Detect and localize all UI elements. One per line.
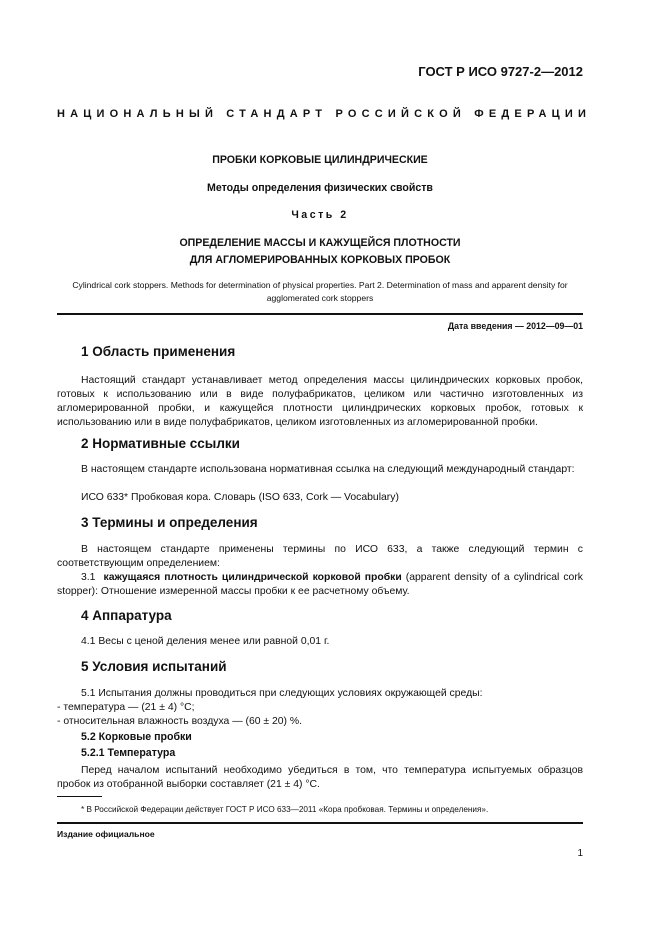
- title-part-line-1: ОПРЕДЕЛЕНИЕ МАССЫ И КАЖУЩЕЙСЯ ПЛОТНОСТИ: [179, 237, 461, 249]
- condition-humidity: - относительная влажность воздуха — (60 ± 20) %.: [57, 716, 303, 727]
- footnote: * В Российской Федерации действует ГОСТ Р ИСО 633—2011 «Кора пробковая. Термины и определения».: [81, 805, 489, 814]
- section-1-text: Настоящий стандарт устанавливает метод определения массы цилиндрических корковых пробок, готовых к использованию или в виде полуфабрикатов, целиком или частично изготовленных из агломерированной пробки, и кажущейся плотности цилиндрических корковых пробок, готовых к использованию или в виде полуфабрикатов, целиком изготовленных из агломерированной пробки.: [57, 375, 583, 428]
- introduction-date: Дата введения — 2012—09—01: [447, 321, 583, 331]
- page-number: 1: [577, 848, 583, 859]
- bottom-divider: [57, 822, 583, 824]
- section-4-text: 4.1 Весы с ценой деления менее или равной 0,01 г.: [81, 636, 330, 647]
- section-5-heading: 5 Условия испытаний: [81, 659, 227, 674]
- title-subtitle: Методы определения физических свойств: [207, 182, 433, 194]
- condition-temperature: - температура — (21 ± 4) °С;: [57, 702, 195, 713]
- term-number: 3.1: [81, 572, 96, 583]
- term-definition: [57, 571, 583, 599]
- national-standard-line: НАЦИОНАЛЬНЫЙ СТАНДАРТ РОССИЙСКОЙ ФЕДЕРАЦИИ: [57, 108, 592, 120]
- title-main: ПРОБКИ КОРКОВЫЕ ЦИЛИНДРИЧЕСКИЕ: [212, 154, 428, 166]
- term-name: кажущаяся плотность цилиндрической корковой пробки: [103, 572, 402, 583]
- term-rest: (apparent density of a cylindrical cork stopper): Отношение измеренной массы пробки к ее расчетному объему.: [57, 572, 583, 597]
- section-2-heading: 2 Нормативные ссылки: [81, 436, 240, 451]
- section-3-heading: 3 Термины и определения: [81, 515, 258, 530]
- section-4-heading: 4 Аппаратура: [81, 608, 172, 623]
- edition-label: Издание официальное: [57, 829, 155, 839]
- section-1-heading: 1 Область применения: [81, 344, 236, 359]
- title-divider: [57, 313, 583, 315]
- section-2-text: В настоящем стандарте использована нормативная ссылка на следующий международный стандарт:: [81, 464, 575, 475]
- title-part: Часть 2: [291, 209, 349, 221]
- section-3-text: В настоящем стандарте применены термины по ИСО 633, а также следующий термин с соответствующим определением:: [57, 544, 583, 569]
- title-part-line-2: ДЛЯ АГЛОМЕРИРОВАННЫХ КОРКОВЫХ ПРОБОК: [189, 254, 451, 266]
- section-5-text: 5.1 Испытания должны проводиться при следующих условиях окружающей среды:: [81, 688, 483, 699]
- subsection-5-2-1: 5.2.1 Температура: [81, 747, 176, 759]
- document-code: ГОСТ Р ИСО 9727-2—2012: [418, 64, 583, 79]
- subsection-5-2-1-text: Перед началом испытаний необходимо убедиться в том, что температура испытуемых образцов пробок из отобранной выборки составляет (21 ± 4) °С.: [57, 765, 583, 790]
- footnote-divider: [57, 796, 102, 797]
- subsection-5-2: 5.2 Корковые пробки: [81, 731, 192, 743]
- section-2-reference: ИСО 633* Пробковая кора. Словарь (ISO 633, Cork — Vocabulary): [81, 492, 399, 503]
- title-english: Cylindrical cork stoppers. Methods for determination of physical properties. Part 2. Determination of mass and apparent density for agglomerated cork stoppers: [72, 280, 568, 303]
